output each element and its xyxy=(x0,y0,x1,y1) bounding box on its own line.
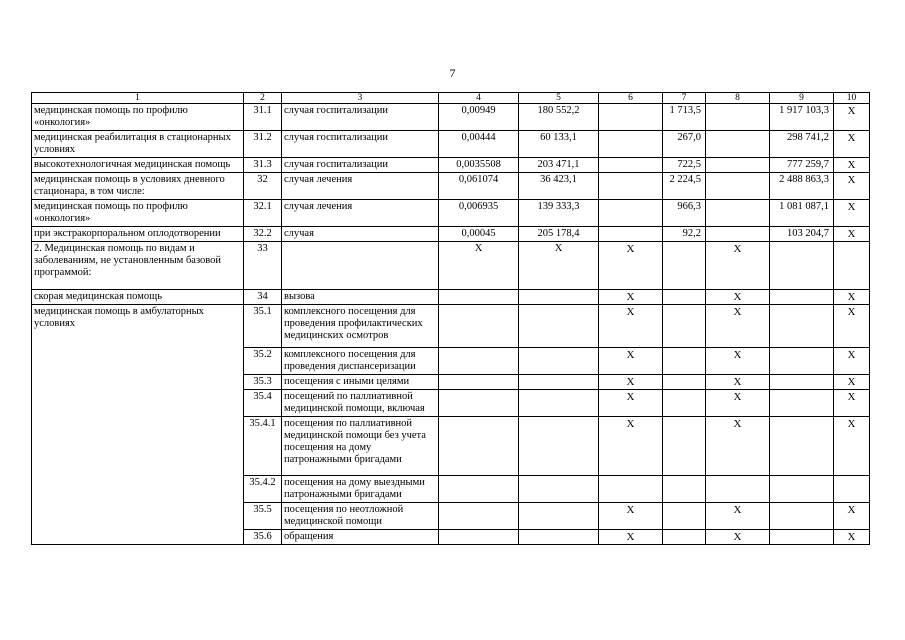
value-cell-c4: 0,0035508 xyxy=(439,158,519,173)
value-cell-c6: Х xyxy=(599,305,663,348)
value-cell-c10: Х xyxy=(834,305,870,348)
row-name-cell: медицинская реабилитация в стационарных условиях xyxy=(32,131,244,158)
row-number-cell: 35.6 xyxy=(244,530,282,545)
value-cell-c5 xyxy=(519,375,599,390)
table-row xyxy=(32,242,870,290)
value-cell-c8: Х xyxy=(706,290,770,305)
row-number-cell: 31.1 xyxy=(244,104,282,131)
value-cell-c5 xyxy=(519,503,599,530)
value-cell-c9: 777 259,7 xyxy=(770,158,834,173)
value-cell-c8 xyxy=(706,173,770,200)
value-cell-c9 xyxy=(770,290,834,305)
value-cell-c9 xyxy=(770,375,834,390)
data-table xyxy=(31,92,870,545)
page-number: 7 xyxy=(449,66,456,80)
value-cell-c9: 298 741,2 xyxy=(770,131,834,158)
value-cell-c10: Х xyxy=(834,348,870,375)
table-row xyxy=(32,131,870,158)
unit-cell: посещения на дому выездными патронажными бригадами xyxy=(282,476,439,503)
value-cell-c6: Х xyxy=(599,530,663,545)
value-cell-c10: Х xyxy=(834,530,870,545)
value-cell-c10 xyxy=(834,476,870,503)
value-cell-c7 xyxy=(663,305,706,348)
value-cell-c9 xyxy=(770,530,834,545)
row-name-cell: медицинская помощь по профилю «онкология» xyxy=(32,200,244,227)
row-number-cell: 35.3 xyxy=(244,375,282,390)
unit-cell xyxy=(282,242,439,290)
value-cell-c8 xyxy=(706,131,770,158)
value-cell-c7 xyxy=(663,242,706,290)
value-cell-c7 xyxy=(663,290,706,305)
table-row xyxy=(32,200,870,227)
value-cell-c9: 2 488 863,3 xyxy=(770,173,834,200)
value-cell-c6: Х xyxy=(599,242,663,290)
value-cell-c7 xyxy=(663,530,706,545)
value-cell-c6: Х xyxy=(599,290,663,305)
value-cell-c5 xyxy=(519,305,599,348)
value-cell-c10: Х xyxy=(834,158,870,173)
unit-cell: случая госпитализации xyxy=(282,158,439,173)
value-cell-c8: Х xyxy=(706,348,770,375)
value-cell-c5 xyxy=(519,290,599,305)
value-cell-c10: Х xyxy=(834,173,870,200)
value-cell-c9 xyxy=(770,390,834,417)
value-cell-c10: Х xyxy=(834,375,870,390)
row-name-cell: медицинская помощь в условиях дневного стационара, в том числе: xyxy=(32,173,244,200)
value-cell-c4: Х xyxy=(439,242,519,290)
value-cell-c10: Х xyxy=(834,417,870,476)
value-cell-c4 xyxy=(439,390,519,417)
value-cell-c6: Х xyxy=(599,417,663,476)
value-cell-c4: 0,006935 xyxy=(439,200,519,227)
value-cell-c10: Х xyxy=(834,290,870,305)
value-cell-c7 xyxy=(663,476,706,503)
value-cell-c5 xyxy=(519,476,599,503)
table-row xyxy=(32,104,870,131)
value-cell-c4 xyxy=(439,305,519,348)
value-cell-c10: Х xyxy=(834,503,870,530)
value-cell-c4 xyxy=(439,375,519,390)
value-cell-c7 xyxy=(663,417,706,476)
value-cell-c9 xyxy=(770,476,834,503)
value-cell-c10: Х xyxy=(834,104,870,131)
value-cell-c8: Х xyxy=(706,530,770,545)
row-number-cell: 35.4 xyxy=(244,390,282,417)
value-cell-c6 xyxy=(599,104,663,131)
value-cell-c4: 0,061074 xyxy=(439,173,519,200)
table-row xyxy=(32,173,870,200)
value-cell-c4 xyxy=(439,476,519,503)
column-number: 3 xyxy=(282,93,439,104)
row-number-cell: 35.4.1 xyxy=(244,417,282,476)
value-cell-c6: Х xyxy=(599,390,663,417)
unit-cell: случая лечения xyxy=(282,200,439,227)
column-number: 9 xyxy=(770,93,834,104)
column-number: 5 xyxy=(519,93,599,104)
row-number-cell: 35.1 xyxy=(244,305,282,348)
value-cell-c5: 60 133,1 xyxy=(519,131,599,158)
unit-cell: случая лечения xyxy=(282,173,439,200)
value-cell-c9 xyxy=(770,305,834,348)
value-cell-c10: Х xyxy=(834,390,870,417)
row-name-cell: при экстракорпоральном оплодотворении xyxy=(32,227,244,242)
column-number: 8 xyxy=(706,93,770,104)
value-cell-c4: 0,00444 xyxy=(439,131,519,158)
value-cell-c5: Х xyxy=(519,242,599,290)
unit-cell: посещений по паллиативной медицинской помощи, включая xyxy=(282,390,439,417)
table-body xyxy=(32,93,870,545)
row-number-cell: 33 xyxy=(244,242,282,290)
table-row xyxy=(32,305,870,348)
value-cell-c6 xyxy=(599,131,663,158)
row-name-cell: 2. Медицинская помощь по видам и заболеваниям, не установленным базовой программой: xyxy=(32,242,244,290)
value-cell-c8: Х xyxy=(706,390,770,417)
value-cell-c8: Х xyxy=(706,503,770,530)
value-cell-c4: 0,00045 xyxy=(439,227,519,242)
table-row xyxy=(32,158,870,173)
value-cell-c7 xyxy=(663,390,706,417)
value-cell-c10: Х xyxy=(834,200,870,227)
row-number-cell: 32 xyxy=(244,173,282,200)
value-cell-c5 xyxy=(519,530,599,545)
value-cell-c10: Х xyxy=(834,227,870,242)
value-cell-c4 xyxy=(439,530,519,545)
value-cell-c5 xyxy=(519,390,599,417)
value-cell-c9: 1 081 087,1 xyxy=(770,200,834,227)
row-number-cell: 32.2 xyxy=(244,227,282,242)
value-cell-c5: 205 178,4 xyxy=(519,227,599,242)
row-name-cell: медицинская помощь в амбулаторных условиях xyxy=(32,305,244,545)
value-cell-c5: 36 423,1 xyxy=(519,173,599,200)
value-cell-c9 xyxy=(770,417,834,476)
unit-cell: случая госпитализации xyxy=(282,104,439,131)
value-cell-c4 xyxy=(439,290,519,305)
value-cell-c5 xyxy=(519,348,599,375)
unit-cell: комплексного посещения для проведения профилактических медицинских осмотров xyxy=(282,305,439,348)
value-cell-c10 xyxy=(834,242,870,290)
unit-cell: посещения по неотложной медицинской помощи xyxy=(282,503,439,530)
value-cell-c9: 1 917 103,3 xyxy=(770,104,834,131)
value-cell-c4: 0,00949 xyxy=(439,104,519,131)
value-cell-c6 xyxy=(599,200,663,227)
value-cell-c8 xyxy=(706,227,770,242)
value-cell-c8: Х xyxy=(706,305,770,348)
value-cell-c5: 139 333,3 xyxy=(519,200,599,227)
unit-cell: случая госпитализации xyxy=(282,131,439,158)
row-name-cell: скорая медицинская помощь xyxy=(32,290,244,305)
value-cell-c10: Х xyxy=(834,131,870,158)
row-name-cell: медицинская помощь по профилю «онкология» xyxy=(32,104,244,131)
column-number: 7 xyxy=(663,93,706,104)
column-number: 4 xyxy=(439,93,519,104)
unit-cell: комплексного посещения для проведения диспансеризации xyxy=(282,348,439,375)
row-name-cell: высокотехнологичная медицинская помощь xyxy=(32,158,244,173)
value-cell-c4 xyxy=(439,348,519,375)
row-number-cell: 31.3 xyxy=(244,158,282,173)
table-row xyxy=(32,290,870,305)
value-cell-c7: 1 713,5 xyxy=(663,104,706,131)
column-number-row xyxy=(32,93,870,104)
value-cell-c5: 203 471,1 xyxy=(519,158,599,173)
value-cell-c9 xyxy=(770,242,834,290)
value-cell-c8: Х xyxy=(706,417,770,476)
value-cell-c4 xyxy=(439,417,519,476)
value-cell-c6 xyxy=(599,173,663,200)
row-number-cell: 35.2 xyxy=(244,348,282,375)
column-number: 1 xyxy=(32,93,244,104)
value-cell-c6 xyxy=(599,158,663,173)
value-cell-c8 xyxy=(706,158,770,173)
value-cell-c6 xyxy=(599,476,663,503)
unit-cell: обращения xyxy=(282,530,439,545)
value-cell-c9 xyxy=(770,503,834,530)
value-cell-c8 xyxy=(706,104,770,131)
value-cell-c7: 722,5 xyxy=(663,158,706,173)
value-cell-c6 xyxy=(599,227,663,242)
unit-cell: посещения по паллиативной медицинской помощи без учета посещения на дому патронажными бригадами xyxy=(282,417,439,476)
value-cell-c6: Х xyxy=(599,348,663,375)
value-cell-c5 xyxy=(519,417,599,476)
value-cell-c9: 103 204,7 xyxy=(770,227,834,242)
column-number: 2 xyxy=(244,93,282,104)
row-number-cell: 35.5 xyxy=(244,503,282,530)
table-row xyxy=(32,227,870,242)
unit-cell: посещения с иными целями xyxy=(282,375,439,390)
value-cell-c7: 2 224,5 xyxy=(663,173,706,200)
value-cell-c7: 966,3 xyxy=(663,200,706,227)
value-cell-c6: Х xyxy=(599,375,663,390)
unit-cell: вызова xyxy=(282,290,439,305)
value-cell-c8 xyxy=(706,200,770,227)
value-cell-c5: 180 552,2 xyxy=(519,104,599,131)
row-number-cell: 32.1 xyxy=(244,200,282,227)
value-cell-c9 xyxy=(770,348,834,375)
value-cell-c8: Х xyxy=(706,242,770,290)
value-cell-c7: 92,2 xyxy=(663,227,706,242)
row-number-cell: 31.2 xyxy=(244,131,282,158)
value-cell-c7 xyxy=(663,375,706,390)
value-cell-c8 xyxy=(706,476,770,503)
value-cell-c8: Х xyxy=(706,375,770,390)
value-cell-c4 xyxy=(439,503,519,530)
value-cell-c7: 267,0 xyxy=(663,131,706,158)
column-number: 10 xyxy=(834,93,870,104)
unit-cell: случая xyxy=(282,227,439,242)
row-number-cell: 34 xyxy=(244,290,282,305)
value-cell-c6: Х xyxy=(599,503,663,530)
value-cell-c7 xyxy=(663,503,706,530)
value-cell-c7 xyxy=(663,348,706,375)
column-number: 6 xyxy=(599,93,663,104)
row-number-cell: 35.4.2 xyxy=(244,476,282,503)
